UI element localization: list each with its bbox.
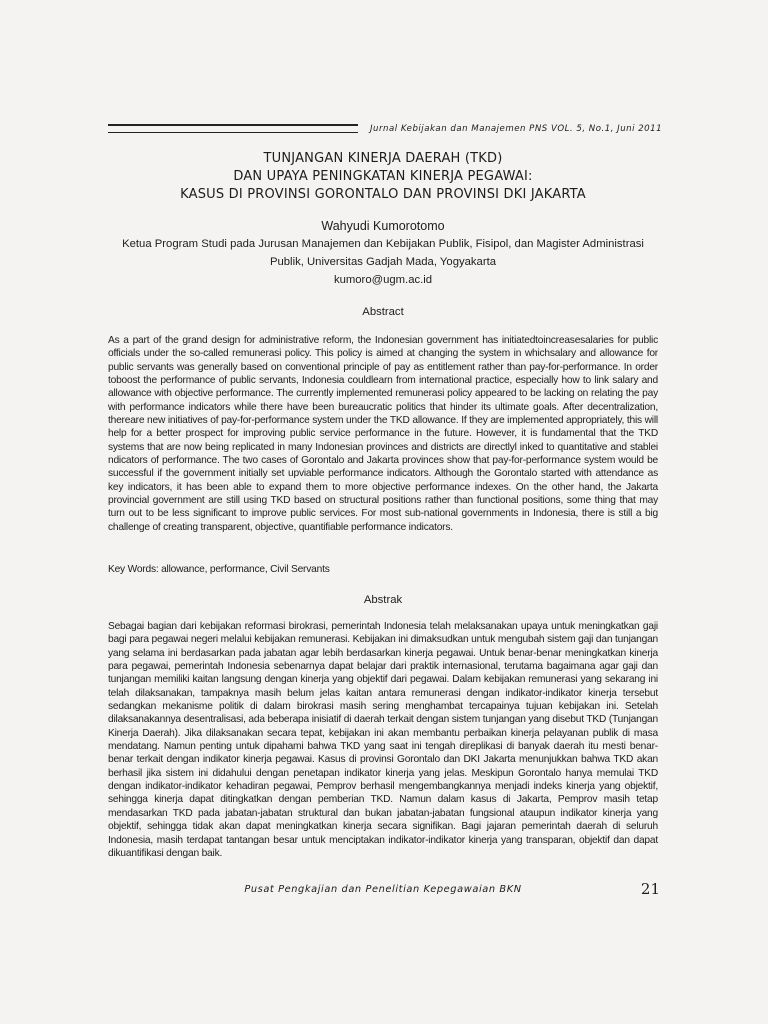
abstract-english-text: As a part of the grand design for administrative reform, the Indonesian government has initiatedtoincreasesalaries for public officials under the so-called remunerasi policy. This policy is aimed at changing the system in whichsalary and allowance for public servants was generally based on conventional principle of pay as entitlement rather than pay-for-performance. In order toboost the performance of public servants, Indonesia couldlearn from international practice, especially how to link salary and allowance with objective performance. The currently implemented remunerasi policy appeared to be lacking on relating the pay with performance indicators while there have been bureaucratic politics that hinder its ultimate goals. After decentralization, thereare new initiatives of pay-for-performance system under the TKD allowance. If they are implemented appropriately, this will help for a better prospect for improving public service performance in the future. However, it is fundamental that the TKD systems that are now being replicated in many Indonesian provinces and districts are directlyl inked to quantitative and stablei ndicators of performance. The two cases of Gorontalo and Jakarta provinces show that pay-for-performance system would be successful if the government initially set upviable performance indicators. Although the Gorontalo started with attendance as key indicators, it has been able to expand them to more objective performance indexes. On the other hand, the Jakarta provincial government are still using TKD based on structural positions rather than functional positions, some thing that may turn out to be less significant to improve public services. For most sub-national governments in Indonesia, there is still a big challenge of creating transparent, objective, quantifiable performance indicators. bbox=[108, 335, 658, 533]
keywords: Key Words: allowance, performance, Civil Servants bbox=[108, 564, 330, 575]
author-email: kumoro@ugm.ac.id bbox=[333, 274, 433, 286]
abstract-heading: Abstract bbox=[362, 306, 404, 318]
journal-header: Jurnal Kebijakan dan Manajemen PNS VOL. 5, No.1, Juni 2011 bbox=[370, 124, 663, 134]
title-block bbox=[108, 150, 658, 289]
page-number: 21 bbox=[640, 880, 660, 898]
article-title-line-2: DAN UPAYA PENINGKATAN KINERJA PEGAWAI: bbox=[233, 169, 533, 184]
footer-publisher: Pusat Pengkajian dan Penelitian Kepegawaian BKN bbox=[244, 884, 522, 895]
abstract-indonesian-text: Sebagai bagian dari kebijakan reformasi birokrasi, pemerintah Indonesia telah melaksanakan upaya untuk meningkatkan gaji bagi para pegawai negeri melalui kebijakan remunerasi. Kebijakan ini dimaksudkan untuk mengubah sistem gaji dan tunjangan yang selama ini berdasarkan pada jabatan agar lebih berdasarkan kinerja pegawai. Untuk benar-benar meningkatkan kinerja para pegawai, pemerintah Indonesia sebenarnya dapat belajar dari praktik internasional, terutama bagaimana agar gaji dan tunjangan memiliki kaitan langsung dengan kinerja yang objektif dari pegawai. Dalam kebijakan remunerasi yang sekarang ini telah dilaksanakan, tampaknya masih belum jelas kaitan antara remunerasi dengan indikator-indikator kinerja tersebut sedangkan mekanisme politik di dalam birokrasi masih sering menghambat tercapainya tujuan kebijakan ini. Setelah dilaksanakannya desentralisasi, ada beberapa inisiatif di daerah terkait dengan sistem tunjangan yang disebut TKD (Tunjangan Kinerja Daerah). Jika dilaksanakan secara tepat, kebijakan ini akan membantu perbaikan kinerja pelayanan publik di masa mendatang. Namun penting untuk dipahami bahwa TKD yang saat ini tengah direplikasi di banyak daerah itu mesti benar-benar terkait dengan indikator kinerja pegawai. Kasus di provinsi Gorontalo dan DKI Jakarta menunjukkan bahwa TKD akan berhasil jika sistem ini didahului dengan penetapan indikator kinerja yang jelas. Meskipun Gorontalo hanya memulai TKD dengan indikator-indikator kehadiran pegawai, Pemprov berhasil mengembangkannya menjadi indeks kinerja yang objektif, sehingga kinerja dapat ditingkatkan dengan pemberian TKD. Namun dalam kasus di Jakarta, Pemprov masih tetap mendasarkan TKD pada jabatan-jabatan struktural dan bukan jabatan-jabatan fungsional ataupun indikator kinerja yang objektif, sehingga tidak akan dapat meningkatkan kinerja secara signifikan. Bagi jajaran pemerintah daerah di seluruh Indonesia, masih terdapat tantangan besar untuk menciptakan indikator-indikator kinerja yang transparan, objektif dan dapat dikuantifikasi dengan baik. bbox=[108, 621, 658, 859]
article-title-line-3: KASUS DI PROVINSI GORONTALO DAN PROVINSI DKI JAKARTA bbox=[180, 187, 586, 202]
header-rule bbox=[108, 124, 358, 133]
author-affiliation-line-2: Publik, Universitas Gadjah Mada, Yogyakarta bbox=[269, 256, 497, 268]
article-title-line-1: TUNJANGAN KINERJA DAERAH (TKD) bbox=[263, 151, 503, 166]
abstrak-heading: Abstrak bbox=[363, 594, 403, 606]
author-affiliation-line-1: Ketua Program Studi pada Jurusan Manajemen dan Kebijakan Publik, Fisipol, dan Magister Administrasi bbox=[122, 238, 644, 250]
author-name: Wahyudi Kumorotomo bbox=[321, 219, 445, 233]
